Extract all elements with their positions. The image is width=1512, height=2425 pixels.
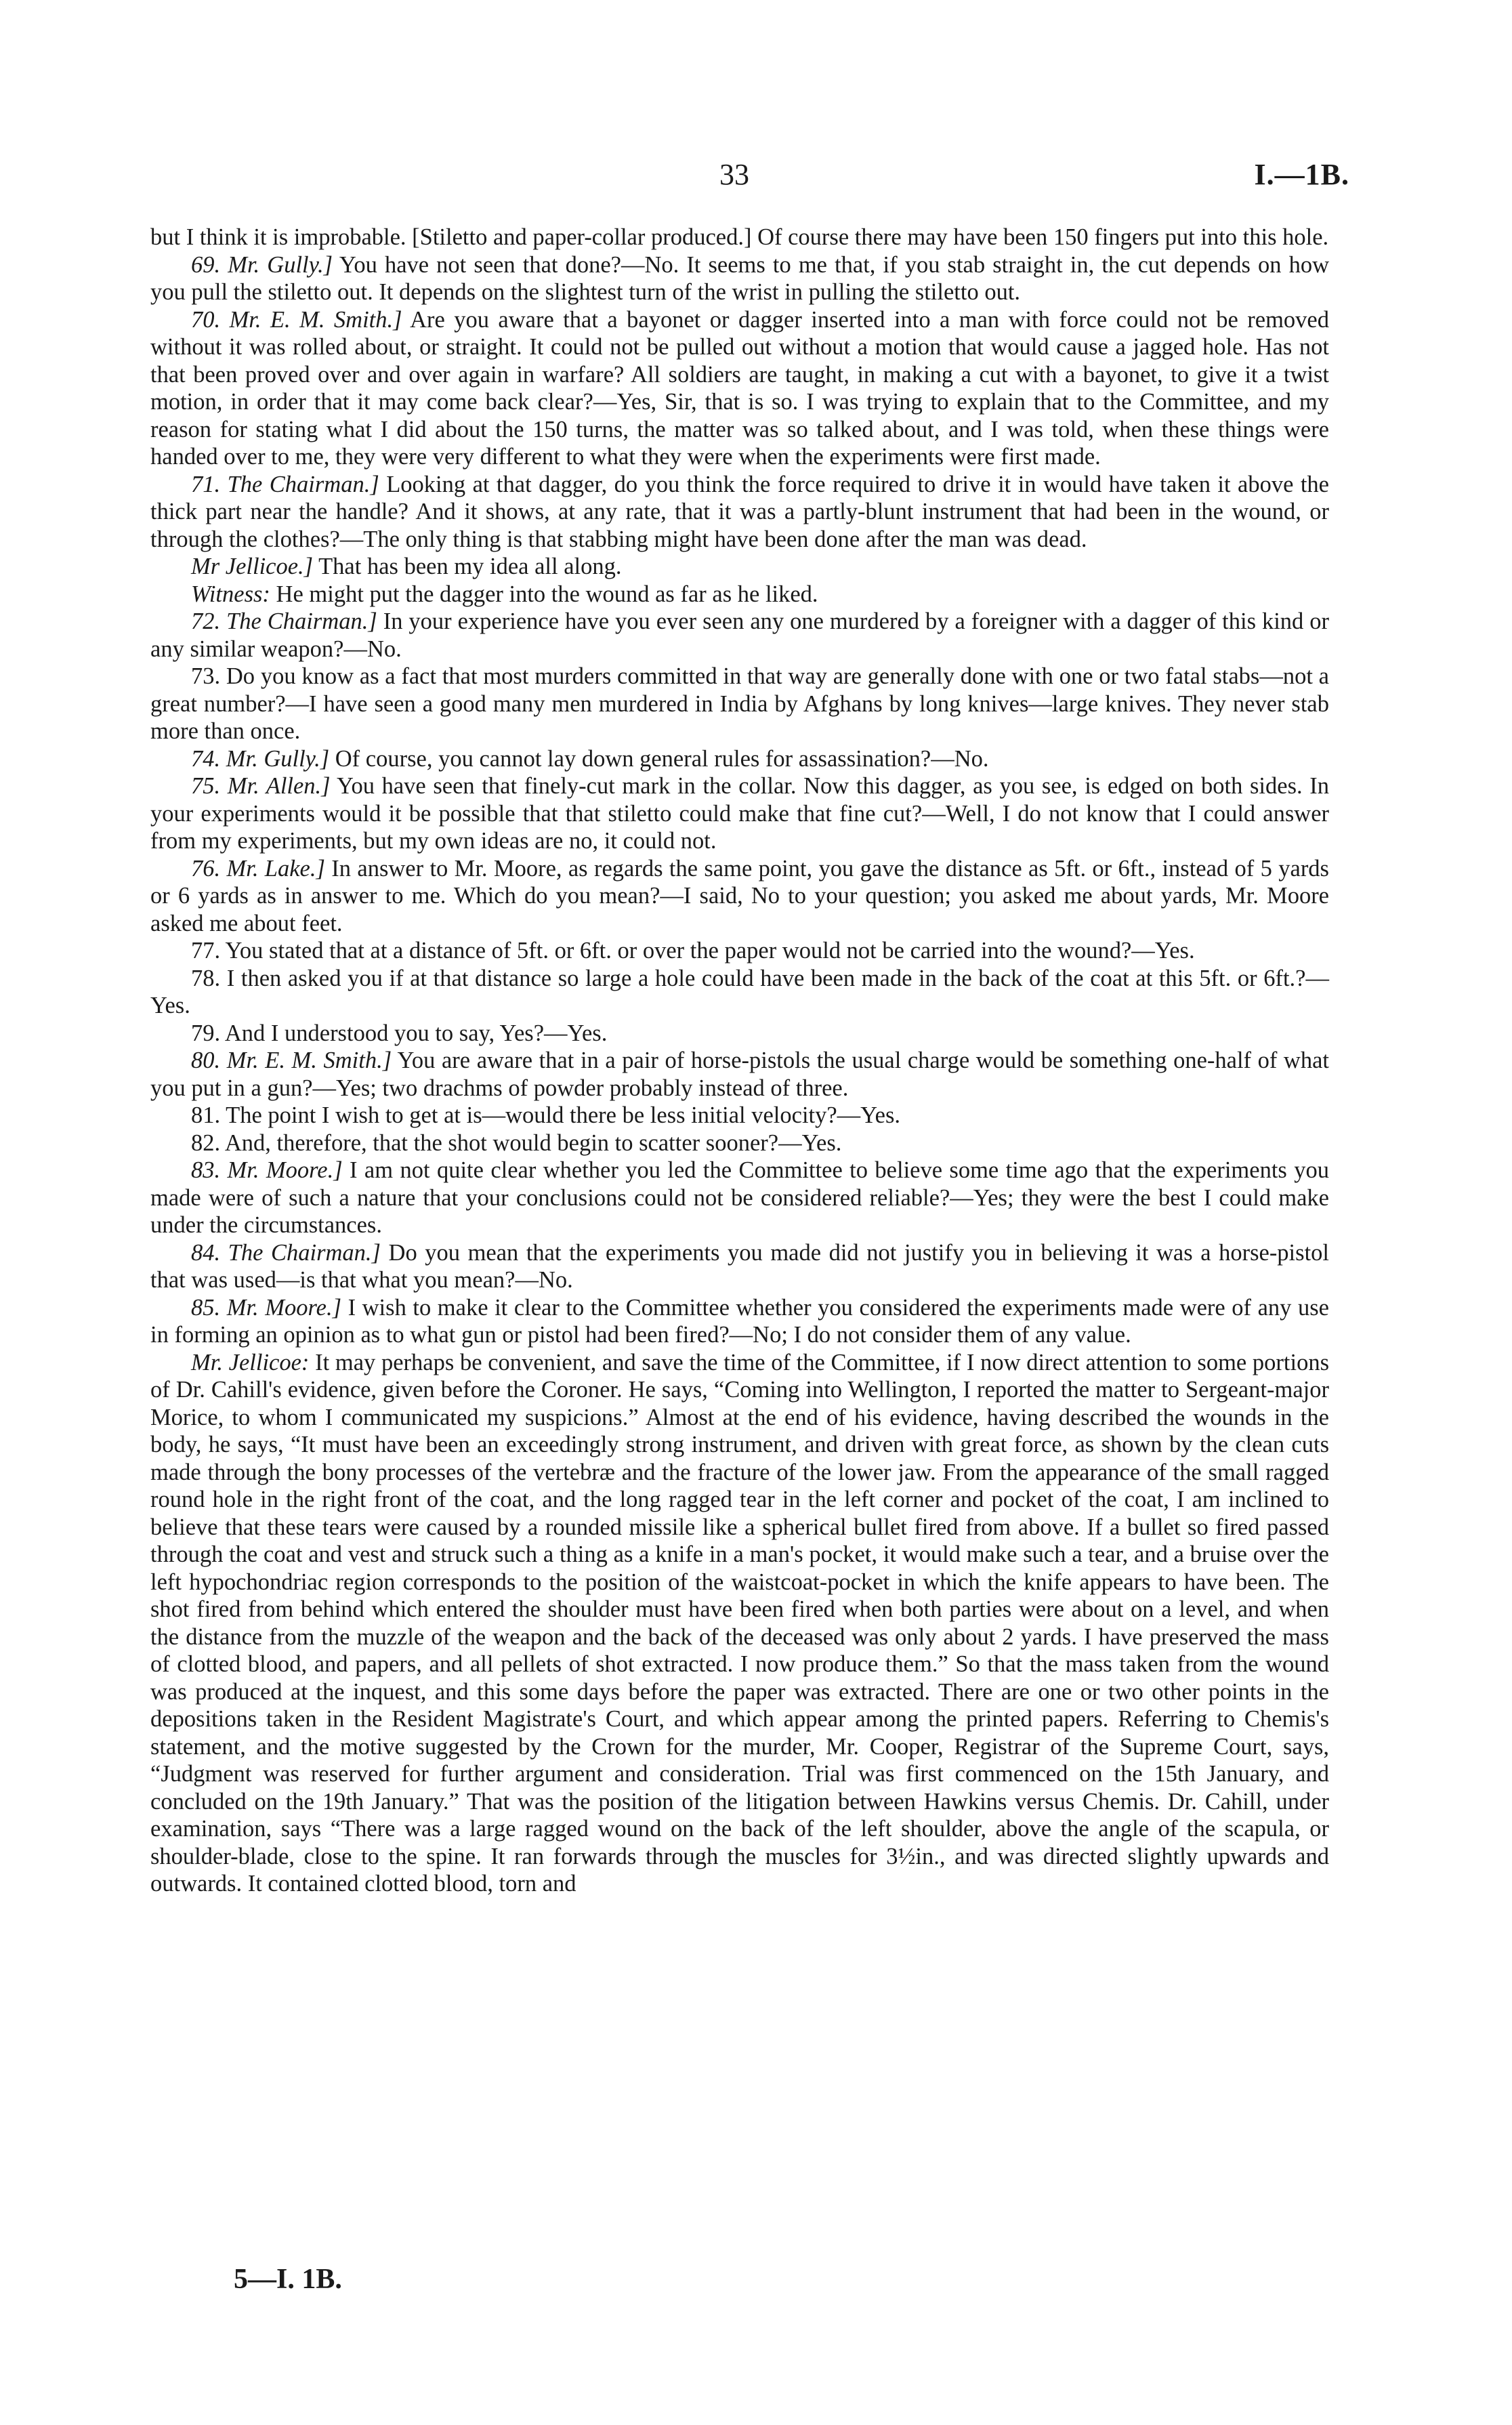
paragraph — [150, 1157, 1329, 1239]
paragraph-text: 73. Do you know as a fact that most murders committed in that way are generally done with one or two fatal stabs—not a great number?—I have seen a good many men murdered in India by Afghans by long knives—large knives. They never stab more than once. — [150, 663, 1329, 744]
document-reference: I.—1B. — [1254, 158, 1349, 191]
paragraph-text: You are aware that in a pair of horse-pistols the usual charge would be something one-half of what you put in a gun?—Yes; two drachms of powder probably instead of three. — [150, 1048, 1329, 1101]
paragraph — [150, 1020, 1329, 1048]
speaker-label: 69. Mr. Gully.] — [191, 251, 333, 278]
paragraph-text: 78. I then asked you if at that distance so large a hole could have been made in the back of the coat at this 5ft. or 6ft.?—Yes. — [150, 965, 1329, 1018]
paragraph-text: I am not quite clear whether you led the Committee to believe some time ago that the experiments you made were of such a nature that your conclusions could not be considered reliable?—Yes; they were the best I could make under the circumstances. — [150, 1157, 1329, 1238]
body-text — [150, 224, 1329, 1898]
paragraph-text: That has been my idea all along. — [313, 554, 622, 579]
paragraph — [150, 251, 1329, 306]
paragraph — [150, 1047, 1329, 1102]
paragraph — [150, 1349, 1329, 1898]
paragraph-text: You have seen that finely-cut mark in the collar. Now this dagger, as you see, is edged on both sides. In your experiments would it be possible that that stiletto could make that fine cut?—Well, I do not know that I could answer from my experiments, but my own ideas are no, it could not. — [150, 773, 1329, 854]
paragraph — [150, 1239, 1329, 1294]
speaker-label: 70. Mr. E. M. Smith.] — [191, 306, 402, 333]
paragraph — [150, 553, 1329, 581]
paragraph-text: 82. And, therefore, that the shot would begin to scatter sooner?—Yes. — [191, 1129, 842, 1156]
paragraph — [150, 663, 1329, 745]
speaker-label: 76. Mr. Lake.] — [191, 855, 325, 882]
paragraph-text: Do you mean that the experiments you made did not justify you in believing it was a horse-pistol that was used—is that what you mean?—No. — [150, 1239, 1329, 1293]
paragraph — [150, 965, 1329, 1020]
page-header — [150, 157, 1349, 198]
paragraph-text: Are you aware that a bayonet or dagger inserted into a man with force could not be removed without it was rolled about, or straight. It could not be pulled out without a motion that would cause a jagged hole. Has not that been proved over and over again in warfare? All soldiers are taught, in making a cut with a bayonet, to give it a twist motion, in order that it may come back clear?—Yes, Sir, that is so. I was trying to explain that to the Committee, and my reason for stating what I did about the 150 turns, the matter was so talked about, and I was told, when these things were handed over to me, they were very different to what they were when the experiments were first made. — [150, 306, 1329, 470]
paragraph-text: 77. You stated that at a distance of 5ft. or 6ft. or over the paper would not be carried into the wound?—Yes. — [191, 938, 1195, 963]
paragraph-text: Looking at that dagger, do you think the force required to drive it in would have taken it above the thick part near the handle? And it shows, at any rate, that it was a partly-blunt instrument that had been in the wound, or through the clothes?—The only thing is that stabbing might have been done after the man was dead. — [150, 471, 1329, 552]
paragraph-text: You have not seen that done?—No. It seems to me that, if you stab straight in, the cut depends on how you pull the stiletto out. It depends on the slightest turn of the wrist in pulling the stiletto out. — [150, 251, 1329, 305]
speaker-label: 83. Mr. Moore.] — [191, 1157, 343, 1183]
paragraph-text: He might put the dagger into the wound as far as he liked. — [270, 581, 818, 607]
speaker-label: 71. The Chairman.] — [191, 471, 379, 497]
speaker-label: 84. The Chairman.] — [191, 1239, 381, 1266]
paragraph — [150, 306, 1329, 471]
paragraph — [150, 772, 1329, 855]
speaker-label: Witness: — [191, 581, 270, 607]
paragraph-text: but I think it is improbable. [Stiletto and paper-collar produced.] Of course there may have been 150 fingers put into this hole. — [150, 224, 1329, 250]
speaker-label: 85. Mr. Moore.] — [191, 1294, 341, 1321]
paragraph-text: I wish to make it clear to the Committee whether you considered the experiments made were of any use in forming an opinion as to what gun or pistol had been fired?—No; I do not consider them of any value. — [150, 1294, 1329, 1348]
paragraph — [150, 581, 1329, 608]
paragraph — [150, 937, 1329, 965]
paragraph — [150, 1129, 1329, 1157]
speaker-label: 72. The Chairman.] — [191, 608, 377, 634]
page-number: 33 — [719, 158, 749, 191]
speaker-label: Mr Jellicoe.] — [191, 554, 314, 579]
signature-mark: 5—I. 1B. — [234, 2264, 342, 2295]
paragraph-text: It may perhaps be convenient, and save the time of the Committee, if I now direct attention to some portions of Dr. Cahill's evidence, given before the Coroner. He says, “Coming into Wellington, I reported the matter to Sergeant-major Morice, to whom I communicated my suspicions.” Almost at the end of his evidence, having described the wounds in the body, he says, “It must have been an exceedingly strong instrument, and driven with great force, as shown by the clean cuts made through the bony processes of the vertebræ and the fracture of the lower jaw. From the appearance of the small ragged round hole in the right front of the coat, and the long ragged tear in the left corner and pocket of the coat, I am inclined to believe that these tears were caused by a rounded missile like a spherical bullet fired from above. If a bullet so fired passed through the coat and vest and struck such a thing as a knife in a man's pocket, it would make such a tear, and a bruise over the left hypochondriac region corresponds to the position of the waistcoat-pocket in which the knife appears to have been. The shot fired from behind which entered the shoulder must have been fired when both parties were about on a level, and when the distance from the muzzle of the weapon and the back of the deceased was only about 2 yards. I have preserved the mass of clotted blood, and papers, and all pellets of shot extracted. I now produce them.” So that the mass taken from the wound was produced at the inquest, and this some days before the paper was extracted. There are one or two other points in the depositions taken in the Resident Magistrate's Court, and which appear among the printed papers. Referring to Chemis's statement, and the motive suggested by the Crown for the murder, Mr. Cooper, Registrar of the Supreme Court, says, “Judgment was reserved for further argument and consideration. Trial was first commenced on the 15th January, and concluded on the 19th January.” That was the position of the litigation between Hawkins versus Chemis. Dr. Cahill, under examination, says “There was a large ragged wound on the back of the left shoulder, above the angle of the scapula, or shoulder-blade, close to the spine. It ran forwards through the muscles for 3½in., and was directed slightly upwards and outwards. It contained clotted blood, torn and — [150, 1349, 1329, 1897]
speaker-label: 75. Mr. Allen.] — [191, 773, 331, 799]
speaker-label: Mr. Jellicoe: — [191, 1349, 310, 1375]
paragraph-text: 81. The point I wish to get at is—would there be less initial velocity?—Yes. — [191, 1102, 901, 1128]
paragraph — [150, 855, 1329, 938]
paragraph-text: In your experience have you ever seen any one murdered by a foreigner with a dagger of this kind or any similar weapon?—No. — [150, 608, 1329, 662]
paragraph — [150, 1102, 1329, 1129]
speaker-label: 80. Mr. E. M. Smith.] — [191, 1048, 392, 1073]
paragraph — [150, 1294, 1329, 1349]
paragraph — [150, 471, 1329, 554]
paragraph-text: 79. And I understood you to say, Yes?—Yes. — [191, 1020, 608, 1046]
paragraph-text: In answer to Mr. Moore, as regards the same point, you gave the distance as 5ft. or 6ft., instead of 5 yards or 6 yards as in answer to me. Which do you mean?—I said, No to your question; you asked me about yards, Mr. Moore asked me about feet. — [150, 855, 1329, 936]
paragraph — [150, 608, 1329, 663]
paragraph-text: Of course, you cannot lay down general rules for assassination?—No. — [329, 745, 989, 772]
paragraph — [150, 224, 1329, 251]
speaker-label: 74. Mr. Gully.] — [191, 745, 330, 772]
paragraph — [150, 745, 1329, 773]
